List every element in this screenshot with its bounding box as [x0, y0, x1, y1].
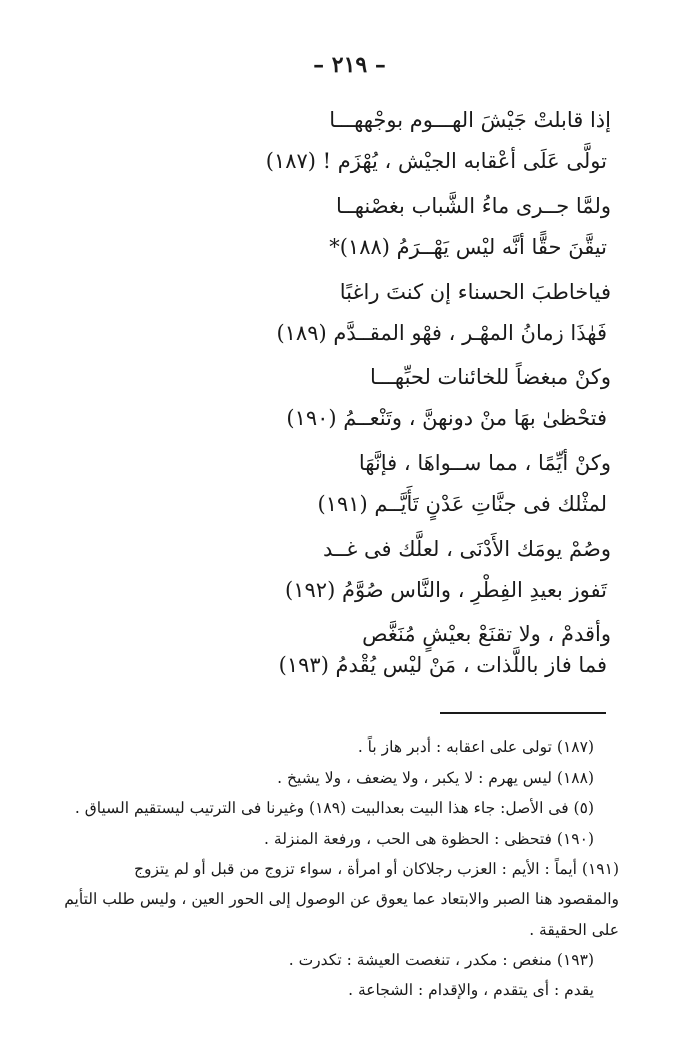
verse-187-second-hemistich: تولَّى عَلَى أعْقابه الجيْش ، يُهْزَم ! (١٨٧) [265, 149, 607, 173]
footnote-191-continued: والمقصود هنا الصبر والابتعاد عما يعوق عن الوصول إلى الحور العين ، وليس طلب التأيم [64, 890, 619, 908]
verse-189-first-hemistich: فياخاطبَ الحسناء إن كنتَ راغبًا [339, 280, 611, 304]
verse-188-second-hemistich: تيقَّنَ حقًّا أنَّه ليْس يَهْــرَمُ (١٨٨)* [329, 235, 607, 259]
verse-190-first-hemistich: وكنْ مبغضاً للخائنات لحبِّهـــا [370, 365, 611, 389]
footnote-193-continued: يقدم : أى يتقدم ، والإقدام : الشجاعة . [348, 981, 594, 999]
footnote-193: (١٩٣) منغص : مكدر ، تنغصت العيشة : تكدرت . [288, 951, 594, 969]
verse-193-first-hemistich: وأقدمْ ، ولا تقنَعْ بعيْشٍ مُنَغَّص [362, 622, 611, 646]
footnote-190: (١٩٠) فتحظى : الحظوة هى الحب ، ورفعة المنزلة . [264, 830, 594, 848]
page-number: – ٢١٩ – [313, 52, 386, 78]
verse-191-second-hemistich: لمثْلك فى جنَّاتِ عَدْنٍ تَأَيَّــم (١٩١) [317, 492, 607, 516]
footnote-187: (١٨٧) تولى على اعقابه : أدبر هاز باً . [357, 738, 594, 756]
verse-193-second-hemistich: فما فاز باللَّذات ، مَنْ ليْس يُقْدمُ (١٩٣) [278, 653, 607, 677]
verse-191-first-hemistich: وكنْ أيِّمًا ، مما ســواهَا ، فإنَّهَا [358, 451, 611, 475]
verse-192-second-hemistich: تَفوز بعيدِ الفِطْرِ ، والنَّاس صُوَّمُ (١٩٢) [285, 578, 607, 602]
verse-192-first-hemistich: وصُمْ يومَك الأَدْنَى ، لعلَّك فى غــد [323, 537, 611, 561]
verse-187-first-hemistich: إذا قابلتْ جَيْشَ الهـــوم بوجْههـــا [329, 108, 611, 132]
footnote-191: (١٩١) أيماً : الأيم : العزب رجلاكان أو امرأة ، سواء تزوج من قبل أو لم يتزوج [133, 860, 619, 878]
footnote-191-end: على الحقيقة . [529, 921, 619, 939]
verse-188-first-hemistich: ولمَّا جــرى ماءُ الشَّباب بغصْنهــا [336, 194, 611, 218]
verse-189-second-hemistich: فَهٰذَا زمانُ المهْـر ، فهْو المقــدَّم (١٨٩) [276, 321, 607, 345]
footnote-188: (١٨٨) ليس يهرم : لا يكبر ، ولا يضعف ، ولا يشيخ . [277, 769, 594, 787]
verse-190-second-hemistich: فتحْظىٰ بهَا منْ دونهنَّ ، وتَنْعــمُ (١٩٠) [286, 406, 607, 430]
footnote-star: (٥) فى الأصل: جاء هذا البيت بعدالبيت (١٨٩) وغيرنا فى الترتيب ليستقيم السياق . [74, 799, 594, 817]
footnote-divider [440, 712, 606, 714]
